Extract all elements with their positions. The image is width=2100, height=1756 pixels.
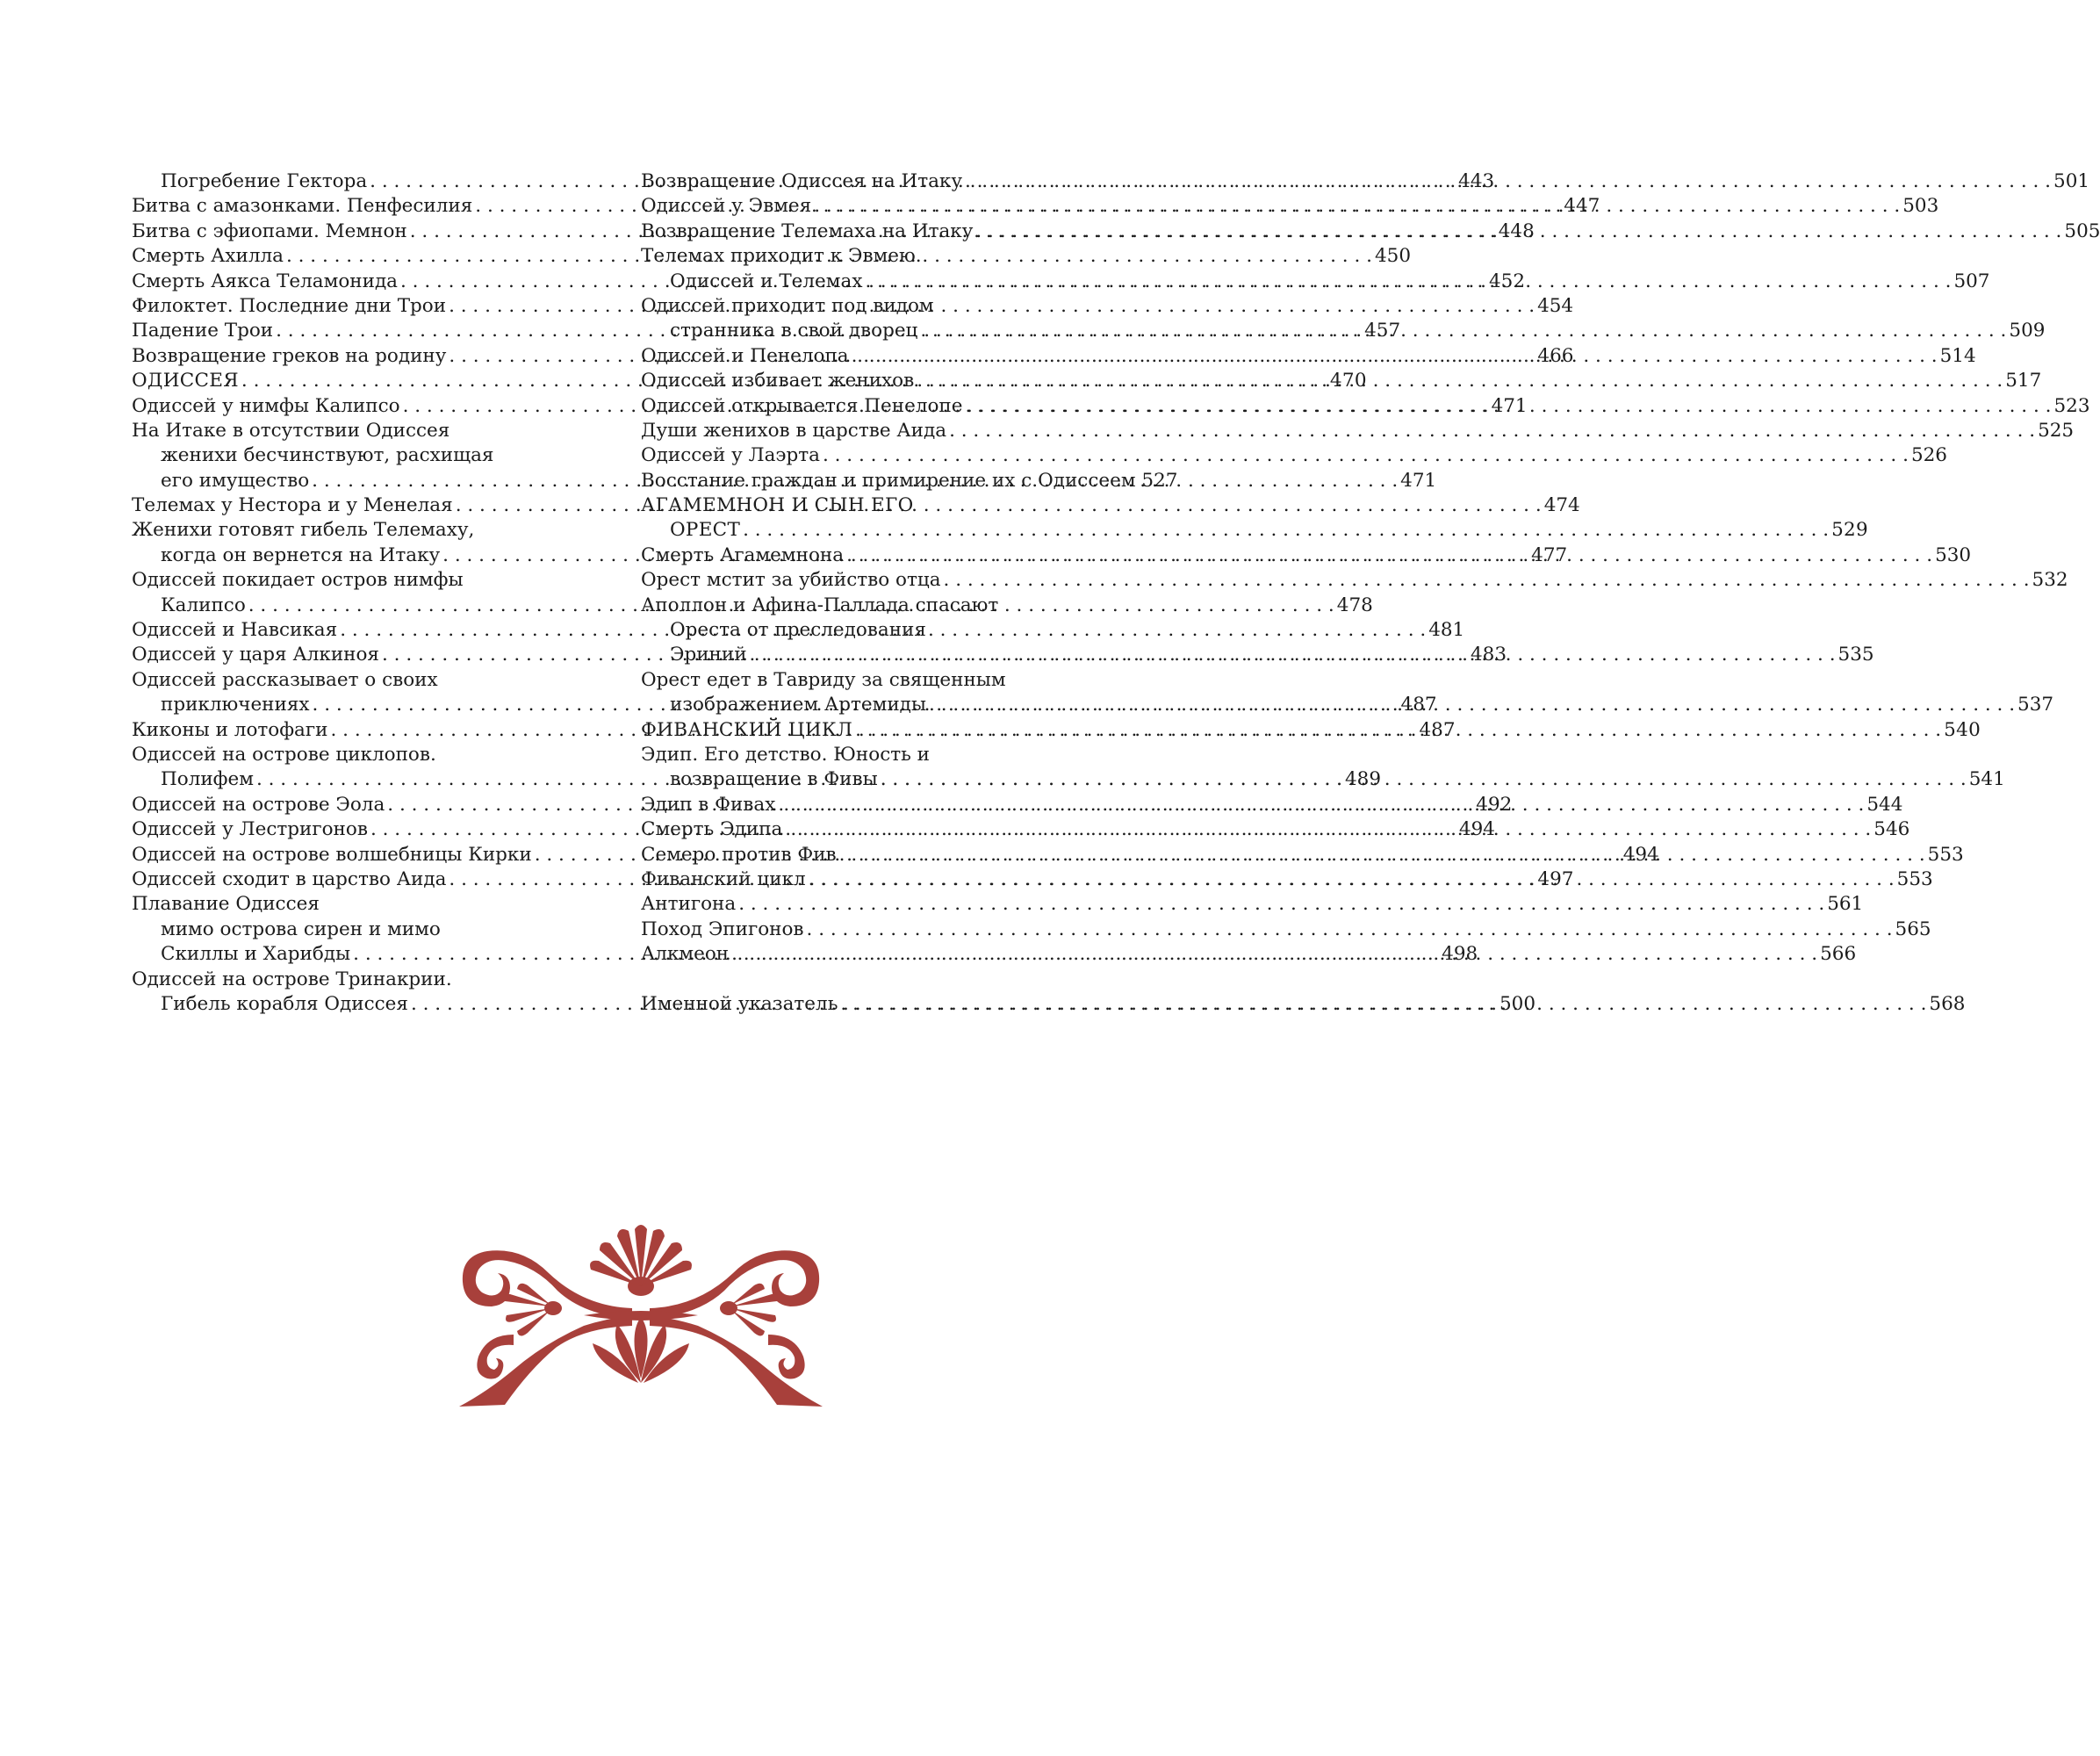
toc-page-number: 487 — [1419, 718, 1456, 741]
toc-entry — [641, 568, 2068, 593]
toc-page-number: 500 — [1499, 992, 1536, 1015]
toc-dot-leader — [965, 394, 2051, 419]
toc-entry-title: когда он вернется на Итаку — [161, 543, 441, 566]
toc-page-number: 481 — [1428, 619, 1465, 642]
toc-entry-title: Одиссей у царя Алкиноя — [132, 644, 379, 666]
toc-entry — [132, 668, 602, 693]
toc-entry-title: изображением Артемиды — [670, 694, 927, 716]
toc-entry-title: приключениях — [161, 694, 310, 716]
toc-page-number: 566 — [1820, 943, 1857, 966]
toc-entry-title: Смерть Агамемнона — [641, 543, 845, 566]
toc-page-number: 487 — [1400, 694, 1437, 716]
toc-entry-title: Калипсо — [161, 594, 246, 616]
toc-entry-title: АГАМЕМНОН И СЫН ЕГО — [641, 494, 914, 517]
toc-entry-title: Погребение Гектора — [161, 170, 368, 192]
toc-entry — [641, 443, 1947, 468]
toc-entry-title: Скиллы и Харибды — [161, 943, 351, 966]
toc-entry-title: Антигона — [641, 893, 737, 916]
toc-section-heading — [641, 493, 1111, 518]
toc-page-number: 530 — [1935, 543, 1972, 566]
toc-entry-title: Одиссей и Телемах — [670, 270, 863, 292]
toc-entry-title: Смерть Ахилла — [132, 245, 284, 268]
toc-entry — [641, 918, 1931, 942]
toc-entry-title: Аполлон и Афина-Паллада спасают — [641, 594, 999, 616]
toc-dot-leader — [785, 817, 1871, 842]
toc-entry — [641, 419, 2075, 443]
toc-entry-title: Одиссей избивает женихов — [641, 370, 915, 392]
toc-entry-title: Восстание граждан и примирение их с Одиссеем 527 — [641, 469, 1178, 492]
toc-page-number: 568 — [1929, 992, 1966, 1015]
toc-page-number: 535 — [1838, 644, 1874, 666]
toc-page-number: 503 — [1902, 195, 1939, 218]
toc-entry-title: Плавание Одиссея — [132, 893, 320, 916]
toc-page-number: 517 — [2005, 370, 2042, 392]
toc-page-number: 540 — [1944, 718, 1981, 741]
toc-entry-title: Одиссей покидает остров нимфы — [132, 569, 464, 592]
toc-page-number: 492 — [1476, 793, 1513, 816]
toc-entry-title: Возвращение Одиссея на Итаку — [641, 170, 963, 192]
toc-page-number: 471 — [1491, 394, 1528, 417]
toc-entry — [132, 968, 602, 992]
toc-entry — [641, 668, 1111, 693]
toc-page-number: 470 — [1329, 370, 1367, 392]
toc-entry-title: странника в свой дворец — [670, 320, 918, 342]
toc-entry-title: Телемах у Нестора и у Менелая — [132, 494, 453, 517]
toc-page-number: 546 — [1873, 818, 1910, 841]
toc-spacer — [641, 968, 1111, 992]
toc-entry-title: Одиссей приходит под видом — [641, 294, 934, 317]
toc-entry-title: женихи бесчинствуют, расхищая — [161, 444, 494, 467]
toc-page-number: 494 — [1458, 818, 1495, 841]
toc-entry — [641, 618, 1111, 643]
toc-entry-title: Возвращение Телемаха на Итаку — [641, 220, 974, 242]
toc-entry-title: Орест едет в Тавриду за священным — [641, 668, 1006, 691]
toc-entry-title: Гибель корабля Одиссея — [161, 992, 408, 1015]
toc-entry-title: Одиссей у Лаэрта — [641, 444, 820, 467]
toc-entry — [641, 594, 1111, 618]
toc-page-number: 457 — [1364, 320, 1401, 342]
toc-dot-leader — [852, 344, 1938, 369]
toc-page-number: 541 — [1968, 768, 2005, 791]
toc-entry — [132, 419, 602, 443]
toc-entry-title: Одиссей рассказывает о своих — [132, 668, 438, 691]
toc-page-number: 532 — [2032, 569, 2068, 592]
toc-entry-title: его имущество — [161, 469, 310, 492]
toc-entry — [641, 469, 1178, 493]
toc-entry-title: Алкмеон — [641, 943, 730, 966]
toc-page-number: 466 — [1537, 344, 1574, 367]
toc-entry-title: Одиссей у нимфы Калипсо — [132, 394, 400, 417]
toc-entry-title: Филоктет. Последние дни Трои — [132, 294, 447, 317]
toc-entry-title: Одиссей и Навсикая — [132, 619, 338, 642]
toc-page-number: 526 — [1910, 444, 1947, 467]
toc-entry-title: Одиссей у Лестригонов — [132, 818, 368, 841]
toc-entry-title: Битва с амазонками. Пенфесилия — [132, 195, 473, 218]
toc-entry-title: Семеро против Фив — [641, 843, 837, 866]
toc-page-number: 544 — [1866, 793, 1903, 816]
toc-dot-leader — [865, 270, 1951, 294]
toc-page-number: 561 — [1827, 893, 1864, 916]
toc-entry-title: Битва с эфиопами. Мемнон — [132, 220, 407, 242]
toc-entry-title: мимо острова сирен и мимо — [161, 918, 441, 940]
toc-entry-title: Одиссей на острове циклопов. — [132, 743, 436, 766]
toc-page-number: 494 — [1622, 843, 1659, 866]
toc-page-number: 474 — [1543, 494, 1580, 517]
toc-entry — [641, 892, 1864, 917]
toc-dot-leader — [807, 918, 1893, 942]
toc-dot-leader — [944, 568, 2030, 593]
toc-entry-title: Орест мстит за убийство отца — [641, 569, 941, 592]
toc-page-number: 553 — [1896, 867, 1933, 890]
toc-entry — [641, 743, 1111, 767]
toc-page-number: 529 — [1831, 519, 1869, 542]
toc-dot-leader — [840, 992, 1926, 1017]
toc-entry-title: Одиссей у Эвмея — [641, 195, 812, 218]
toc-page-number: 537 — [2017, 694, 2054, 716]
toc-entry — [132, 743, 602, 767]
toc-dot-leader — [949, 419, 2035, 443]
toc-dot-leader — [750, 643, 1836, 667]
toc-dot-leader — [738, 892, 1824, 917]
toc-entry — [132, 518, 602, 543]
toc-page-number: 497 — [1537, 867, 1574, 890]
toc-page-number: 501 — [2053, 170, 2090, 192]
toc-entry-title: Эдип в Фивах — [641, 793, 776, 816]
toc-entry-title: Одиссей на острове волшебницы Кирки — [132, 843, 532, 866]
toc-entry-title: Одиссей на острове Тринакрии. — [132, 968, 452, 990]
toc-dot-leader — [743, 518, 1829, 543]
toc-dot-leader — [920, 319, 2006, 343]
toc-entry-title: Одиссей сходит в царство Аида — [132, 867, 447, 890]
toc-entry-title: Смерть Эдипа — [641, 818, 783, 841]
toc-dot-leader — [814, 194, 1900, 219]
toc-entry — [132, 568, 602, 593]
toc-entry-title: Именной указатель — [641, 992, 838, 1015]
toc-page-number: 565 — [1895, 918, 1931, 940]
toc-dot-leader — [778, 793, 1864, 817]
toc-entry-title: На Итаке в отсутствии Одиссея — [132, 419, 450, 442]
toc-page-number: 509 — [2009, 320, 2046, 342]
toc-dot-leader — [855, 718, 1941, 743]
toc-entry-title: Души женихов в царстве Аида — [641, 419, 947, 442]
toc-page-number: 443 — [1458, 170, 1495, 192]
toc-dot-leader — [917, 369, 2003, 393]
toc-dot-leader — [965, 169, 2051, 194]
toc-section-heading — [641, 518, 1869, 543]
palmette-ornament — [452, 1203, 830, 1412]
toc-page-number: 454 — [1537, 294, 1574, 317]
toc-dot-leader — [839, 843, 1925, 867]
toc-page-number: 471 — [1400, 469, 1437, 492]
toc-entry-title: Киконы и лотофаги — [132, 718, 328, 741]
toc-entry — [132, 918, 602, 942]
toc-entry — [132, 443, 602, 468]
toc-dot-leader — [731, 942, 1817, 967]
toc-page-number: 450 — [1374, 245, 1412, 268]
toc-entry-title: Падение Трои — [132, 320, 274, 342]
toc-page-number: 448 — [1498, 220, 1535, 242]
toc-page-number: 514 — [1939, 344, 1976, 367]
toc-entry — [641, 294, 1111, 319]
toc-entry-title: ОДИССЕЯ — [132, 370, 239, 392]
toc-dot-leader — [823, 443, 1909, 468]
toc-page-number: 498 — [1442, 943, 1478, 966]
toc-page-number: 489 — [1344, 768, 1382, 791]
toc-entry-title: Эриний — [670, 644, 747, 666]
toc-page-number: 478 — [1336, 594, 1373, 616]
toc-page-number: 447 — [1564, 195, 1600, 218]
toc-entry-title: Смерть Аякса Теламонида — [132, 270, 398, 292]
toc-entry-title: Телемах приходит к Эвмею. — [641, 245, 922, 268]
toc-page-number: 507 — [1953, 270, 1990, 292]
toc-page-number: 525 — [2038, 419, 2075, 442]
toc-entry-title: Ореста от преследования — [670, 619, 926, 642]
toc-dot-leader — [975, 220, 2061, 244]
toc-dot-leader — [846, 543, 1932, 568]
toc-entry-title: ФИВАНСКИЙ ЦИКЛ — [641, 718, 853, 741]
toc-entry-title: Поход Эпигонов — [641, 918, 804, 940]
toc-dot-leader — [929, 693, 2015, 717]
toc-entry-title: возвращение в Фивы — [670, 768, 878, 791]
toc-entry — [132, 892, 602, 917]
toc-dot-leader — [809, 867, 1895, 892]
toc-page-number: 477 — [1531, 543, 1568, 566]
toc-dot-leader — [881, 767, 1967, 792]
toc-entry-title: Женихи готовят гибель Телемаху, — [132, 519, 475, 542]
toc-page-number: 483 — [1471, 644, 1507, 666]
toc-entry-title: Фиванский цикл — [641, 867, 806, 890]
toc-entry-title: Возвращение греков на родину — [132, 344, 447, 367]
toc-entry-title: Полифем — [161, 768, 254, 791]
toc-entry-title: Эдип. Его детство. Юность и — [641, 743, 930, 766]
toc-entry — [641, 244, 1111, 269]
toc-entry-title: ОРЕСТ — [670, 519, 741, 542]
toc-page-number: 523 — [2053, 394, 2090, 417]
toc-page-number: 452 — [1489, 270, 1526, 292]
toc-page-number: 505 — [2064, 220, 2100, 242]
toc-entry-title: Одиссей и Пенелопа — [641, 344, 849, 367]
toc-entry-title: Одиссей открывается Пенелопе — [641, 394, 963, 417]
toc-page-number: 553 — [1927, 843, 1964, 866]
toc-entry-title: Одиссей на острове Эола — [132, 793, 385, 816]
